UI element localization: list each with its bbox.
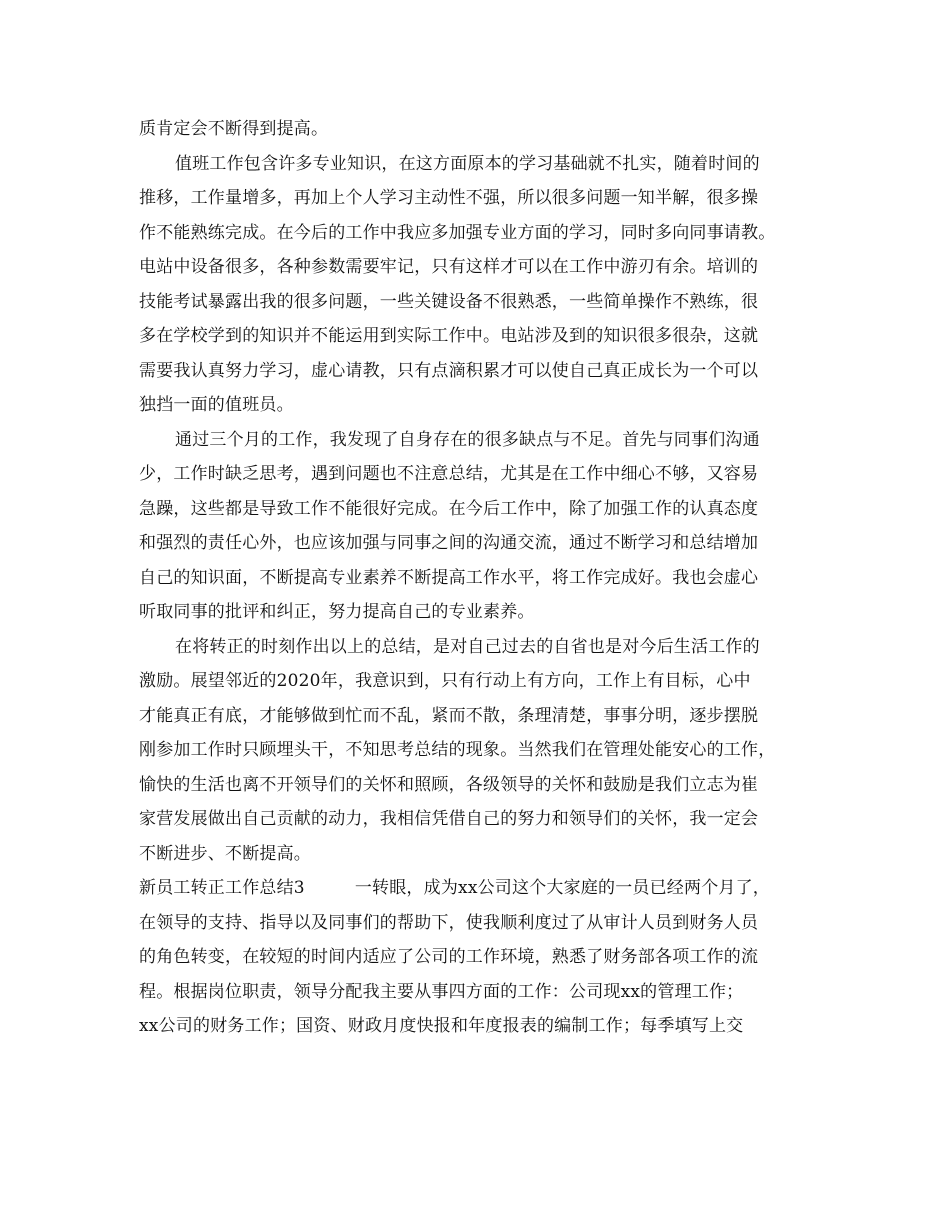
paragraph-1 [139,112,819,147]
text-line: 和强烈的责任心外，也应该加强与同事之间的沟通交流，通过不断学习和总结增加 [139,533,759,553]
text-line: 推移，工作量增多，再加上个人学习主动性不强，所以很多问题一知半解，很多操 [139,188,759,208]
text-line: 作不能熟练完成。在今后的工作中我应多加强专业方面的学习，同时多向同事请教。 [139,222,776,243]
text-line: 刚参加工作时只顾埋头干，不知思考总结的现象。当然我们在管理处能安心的工作， [139,740,776,760]
paragraph-3 [139,423,819,630]
text-line: 自己的知识面，不断提高专业素养不断提高工作水平，将工作完成好。我也会虚心 [139,567,759,588]
text-line: 急躁，这些都是导致工作不能很好完成。在今后工作中，除了加强工作的认真态度 [139,498,759,519]
text-line: 需要我认真努力学习，虚心请教，只有点滴积累才可以使自己真正成长为一个可以 [139,360,759,381]
text-line: 技能考试暴露出我的很多问题，一些关键设备不很熟悉，一些简单操作不熟练，很 [139,291,759,312]
section-heading: 新员工转正工作总结3 [139,878,305,898]
text-line: 少，工作时缺乏思考，遇到问题也不注意总结，尤其是在工作中细心不够，又容易 [139,464,759,484]
text-line: 不断进步、不断提高。 [139,843,311,864]
text-line: 独挡一面的值班员。 [139,395,294,415]
text-line: 家营发展做出自己贡献的动力，我相信凭借自己的努力和领导们的关怀，我一定会 [139,809,759,829]
text-line: 才能真正有底，才能够做到忙而不乱，紧而不散，条理清楚，事事分明，逐步摆脱 [139,705,759,726]
text-line: 电站中设备很多，各种参数需要牢记，只有这样才可以在工作中游刃有余。培训的 [139,257,759,277]
text-line: 激励。展望邻近的2020年，我意识到，只有行动上有方向，工作上有目标，心中 [139,671,751,691]
section-first-line: 一转眼，成为xx公司这个大家庭的一员已经两个月了， [354,878,771,898]
text-line: 值班工作包含许多专业知识，在这方面原本的学习基础就不扎实，随着时间的 [175,153,760,174]
text-line: 通过三个月的工作，我发现了自身存在的很多缺点与不足。首先与同事们沟通 [175,429,760,450]
section-heading-line [139,871,819,906]
paragraph-4 [139,630,819,872]
text-line: xx公司的财务工作；国资、财政月度快报和年度报表的编制工作；每季填写上交 [139,1016,744,1036]
section-paragraph [139,871,819,1044]
paragraph-2 [139,147,819,423]
document-body [139,112,819,1044]
text-line: 程。根据岗位职责，领导分配我主要从事四方面的工作：公司现xx的管理工作； [139,981,744,1002]
text-line: 在领导的支持、指导以及同事们的帮助下，使我顺利度过了从审计人员到财务人员 [139,912,759,933]
text-line: 愉快的生活也离不开领导们的关怀和照顾，各级领导的关怀和鼓励是我们立志为崔 [139,774,759,795]
text-line: 质肯定会不断得到提高。 [139,119,329,139]
text-line: 多在学校学到的知识并不能运用到实际工作中。电站涉及到的知识很多很杂，这就 [139,326,759,346]
text-line: 的角色转变，在较短的时间内适应了公司的工作环境，熟悉了财务部各项工作的流 [139,947,759,967]
text-line: 听取同事的批评和纠正，努力提高自己的专业素养。 [139,602,535,622]
text-line: 在将转正的时刻作出以上的总结，是对自己过去的自省也是对今后生活工作的 [175,636,760,657]
